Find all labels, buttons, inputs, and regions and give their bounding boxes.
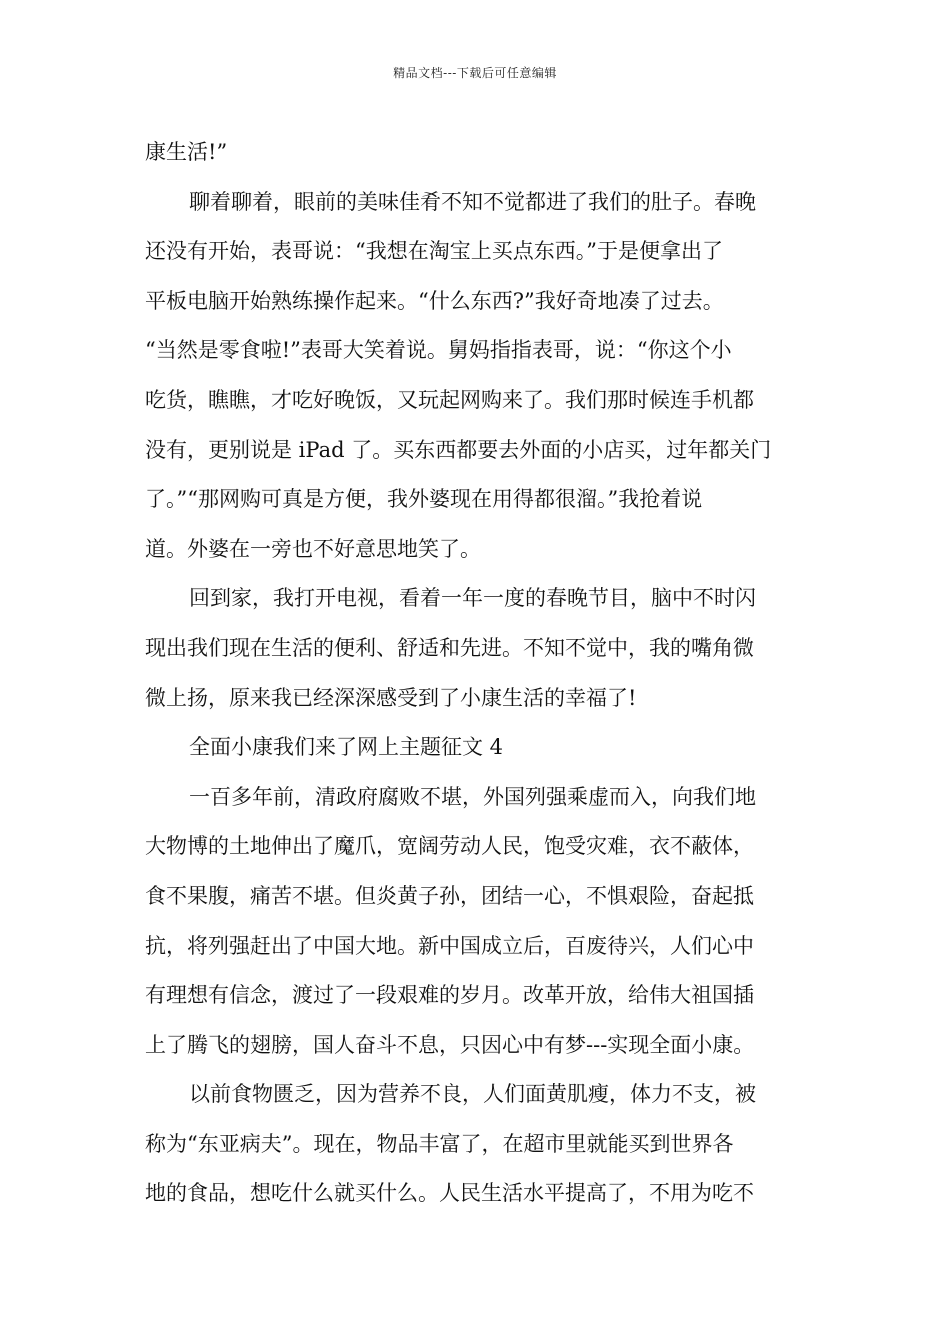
page-header: 精品文档---下载后可任意编辑 <box>393 66 557 80</box>
text-line: 一百多年前，清政府腐败不堪，外国列强乘虚而入，向我们地 <box>189 784 756 809</box>
body-text <box>145 128 807 1219</box>
text-line: 微上扬，原来我已经深深感受到了小康生活的幸福了! <box>145 685 637 710</box>
text-line: 称为“东亚病夫”。现在，物品丰富了，在超市里就能买到世界各 <box>145 1131 734 1156</box>
text-line: 还没有开始，表哥说：“我想在淘宝上买点东西。”于是便拿出了 <box>145 239 723 264</box>
text-line: 康生活!” <box>145 140 228 164</box>
text-line: 了。”“那网购可真是方便，我外婆现在用得都很溜。”我抢着说 <box>145 487 703 512</box>
text-line: 回到家，我打开电视，看着一年一度的春晚节目，脑中不时闪 <box>189 586 756 611</box>
text-line: 有理想有信念，渡过了一段艰难的岁月。改革开放，给伟大祖国插 <box>145 983 754 1008</box>
text-line: 上了腾飞的翅膀，国人奋斗不息，只因心中有梦---实现全面小康。 <box>145 1032 755 1057</box>
text-line: 聊着聊着，眼前的美味佳肴不知不觉都进了我们的肚子。春晚 <box>189 189 756 214</box>
text-line: 地的食品，想吃什么就买什么。人民生活水平提高了，不用为吃不 <box>145 1181 754 1206</box>
text-line: 吃货，瞧瞧，才吃好晚饭，又玩起网购来了。我们那时候连手机都 <box>145 387 754 412</box>
text-line: 以前食物匮乏，因为营养不良，人们面黄肌瘦，体力不支，被 <box>189 1082 756 1107</box>
text-line: 大物博的土地伸出了魔爪，宽阔劳动人民，饱受灾难，衣不蔽体， <box>145 834 754 859</box>
section-heading: 全面小康我们来了网上主题征文 4 <box>189 735 504 760</box>
text-line: 食不果腹，痛苦不堪。但炎黄子孙，团结一心，不惧艰险，奋起抵 <box>145 883 754 908</box>
text-line: 没有，更别说是 iPad 了。买东西都要去外面的小店买，过年都关门 <box>145 437 772 462</box>
text-line: 道。外婆在一旁也不好意思地笑了。 <box>145 536 481 561</box>
text-line: 抗，将列强赶出了中国大地。新中国成立后，百废待兴，人们心中 <box>145 933 754 958</box>
text-line: 现出我们现在生活的便利、舒适和先进。不知不觉中，我的嘴角微 <box>145 635 754 660</box>
text-line: “当然是零食啦!”表哥大笑着说。舅妈指指表哥，说：“你这个小 <box>145 338 732 363</box>
text-line: 平板电脑开始熟练操作起来。“什么东西?”我好奇地凑了过去。 <box>145 288 724 313</box>
